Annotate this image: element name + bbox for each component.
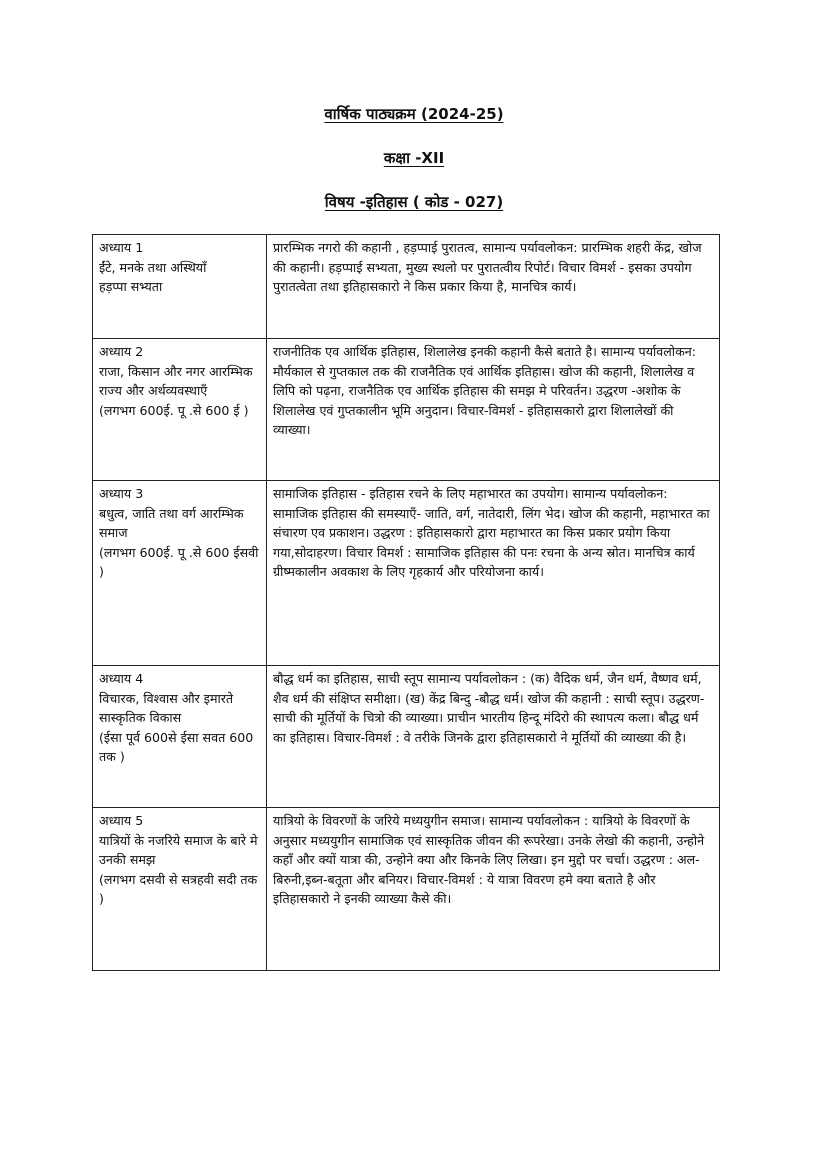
table-row <box>93 808 720 971</box>
description-cell <box>267 481 720 666</box>
chapter-title-line: यात्रियों के नजरिये समाज के बारे मे उनकी समझ <box>99 832 258 867</box>
chapter-cell <box>93 235 267 339</box>
chapter-cell <box>93 481 267 666</box>
table-row <box>93 481 720 666</box>
chapter-number: अध्याय 5 <box>99 813 144 828</box>
chapter-description: यात्रियो के विवरणों के जरिये मध्ययुगीन समाज। सामान्य पर्यावलोकन : यात्रियो के विवरणों के अनुसार मध्ययुगीन सामाजिक एवं सास्कृतिक जीवन की रूपरेखा। उनके लेखो की कहानी, उन्होने कहाँ और क्यों यात्रा की, उन्होने क्या और किनके लिए लिखा। इन मुद्दो पर चर्चा। उद्धरण : अल-बिरुनी,इब्न-बतूता और बनियर। विचार-विमर्श : ये यात्रा विवरण हमे क्या बताते है और इतिहासकारो ने इनकी व्याख्या कैसे की। <box>273 813 705 906</box>
chapter-cell <box>93 339 267 481</box>
description-cell <box>267 666 720 808</box>
chapter-title-line: हड़प्पा सभ्यता <box>99 279 163 294</box>
chapter-description: सामाजिक इतिहास - इतिहास रचने के लिए महाभारत का उपयोग। सामान्य पर्यावलोकन: सामाजिक इतिहास की समस्याएँ- जाति, वर्ग, नातेदारी, लिंग भेद। खोज की कहानी, महाभारत का संचारण एव प्रकाशन। उद्धरण : इतिहासकारो द्वारा महाभारत का किस प्रकार प्रयोग किया गया,सोदाहरण। विचार विमर्श : सामाजिक इतिहास की पनः रचना के अन्य स्रोत। मानचित्र कार्य ग्रीष्मकालीन अवकाश के लिए गृहकार्य और परियोजना कार्य। <box>273 486 710 579</box>
chapter-cell <box>93 808 267 971</box>
chapter-number: अध्याय 3 <box>99 486 144 501</box>
chapter-title-line: ईंटे, मनके तथा अस्थियाँ <box>99 259 207 275</box>
chapter-title-line: (लगभग 600ई. पू .से 600 ई ) <box>99 402 249 418</box>
table-row <box>93 666 720 808</box>
table-row <box>93 235 720 339</box>
chapter-title-line: बधुत्व, जाति तथा वर्ग आरम्भिक समाज <box>99 505 244 540</box>
chapter-description: प्रारम्भिक नगरो की कहानी , हड़प्पाई पुरातत्व, सामान्य पर्यावलोकन: प्रारम्भिक शहरी केंद्र, खोज की कहानी। हड़प्पाई सभ्यता, मुख्य स्थलो पर पुरातत्वीय रिपोर्ट। विचार विमर्श - इसका उपयोग पुरातत्वेता तथा इतिहासकारो ने किस प्रकार किया है, मानचित्र कार्य। <box>273 240 702 294</box>
subject-heading: विषय -इतिहास ( कोड - 027) <box>324 193 504 211</box>
class-heading: कक्षा -XII <box>383 149 445 167</box>
chapter-title-line: (लगभग दसवी से सत्रहवी सदी तक ) <box>99 871 258 906</box>
chapter-description: बौद्ध धर्म का इतिहास, साची स्तूप सामान्य पर्यावलोकन : (क) वैदिक धर्म, जैन धर्म, वैष्णव धर्म, शैव धर्म की संक्षिप्त समीक्षा। (ख) केंद्र बिन्दु -बौद्ध धर्म। खोज की कहानी : साची स्तूप। उद्धरण- साची की मूर्तियों के चित्रो की व्याख्या। प्राचीन भारतीय हिन्दू मंदिरो की स्थापत्य कला। बौद्ध धर्म का इतिहास। विचार-विमर्श : वे तरीके जिनके द्वारा इतिहासकारो ने मूर्तियों की व्याख्या की है। <box>273 671 705 745</box>
chapter-cell <box>93 666 267 808</box>
chapter-title-line: राजा, किसान और नगर आरम्भिक राज्य और अर्थव्यवस्थाएँ <box>99 363 253 398</box>
table-row <box>93 339 720 481</box>
chapter-title-line: (ईसा पूर्व 600से ईसा सवत 600 तक ) <box>99 729 254 764</box>
chapter-title-line: (लगभग 600ई. पू .से 600 ईसवी ) <box>99 544 259 579</box>
chapter-title-line: विचारक, विश्वास और इमारते <box>99 690 234 706</box>
chapter-description: राजनीतिक एव आर्थिक इतिहास, शिलालेख इनकी कहानी कैसे बताते है। सामान्य पर्यावलोकन: मौर्यकाल से गुप्तकाल तक की राजनैतिक एवं आर्थिक इतिहास। खोज की कहानी, शिलालेख व लिपि को पढ़ना, राजनैतिक एव आर्थिक इतिहास की समझ मे परिवर्तन। उद्धरण -अशोक के शिलालेख एवं गुप्तकालीन भूमि अनुदान। विचार-विमर्श - इतिहासकारो द्वारा शिलालेखों की व्याख्या। <box>273 344 696 437</box>
description-cell <box>267 339 720 481</box>
chapter-number: अध्याय 1 <box>99 240 144 255</box>
description-cell <box>267 235 720 339</box>
chapter-number: अध्याय 4 <box>99 671 144 686</box>
description-cell <box>267 808 720 971</box>
chapter-title-line: सास्कृतिक विकास <box>99 710 182 725</box>
page-title: वार्षिक पाठ्यक्रम (2024-25) <box>324 105 504 123</box>
chapter-number: अध्याय 2 <box>99 344 144 359</box>
syllabus-table <box>92 234 720 971</box>
